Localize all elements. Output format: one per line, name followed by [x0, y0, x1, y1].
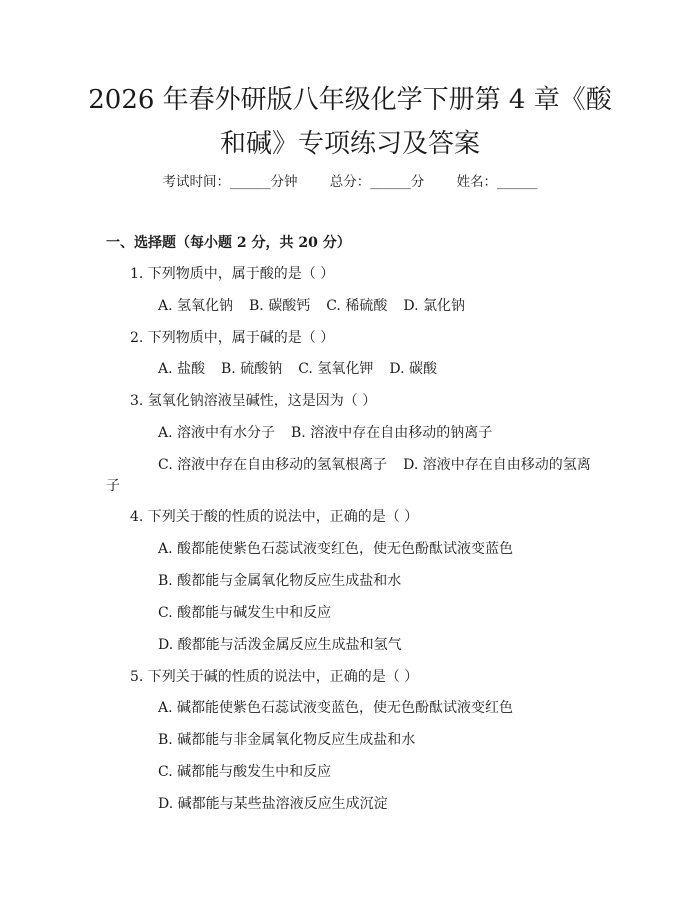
exam-score: 总分：______分	[329, 174, 425, 190]
option: D. 酸都能与活泼金属反应生成盐和氢气	[158, 637, 402, 653]
option: B. 碱都能与非金属氧化物反应生成盐和水	[158, 732, 416, 748]
question-options	[158, 358, 453, 378]
exam-time: 考试时间：______分钟	[162, 174, 298, 190]
question-options	[158, 422, 508, 442]
question-stem: 1. 下列物质中，属于酸的是（ ）	[130, 266, 335, 282]
question-stem: 4. 下列关于酸的性质的说法中，正确的是（ ）	[130, 509, 419, 525]
title-line-1: 2026 年春外研版八年级化学下册第 4 章《酸	[88, 85, 612, 115]
exam-name: 姓名：______	[456, 174, 538, 190]
question-options	[158, 295, 481, 315]
option: B. 溶液中存在自由移动的钠离子	[291, 425, 493, 441]
option: D. 溶液中存在自由移动的氢离	[403, 457, 591, 473]
question-options	[158, 454, 607, 474]
option: C. 酸都能与碱发生中和反应	[158, 605, 332, 621]
option: D. 碱都能与某些盐溶液反应生成沉淀	[158, 796, 388, 812]
option: D. 碳酸	[389, 361, 437, 377]
title-line-2: 和碱》专项练习及答案	[219, 129, 480, 159]
option: A. 碱都能使紫色石蕊试液变蓝色，使无色酚酞试液变红色	[158, 700, 514, 716]
option: C. 碱都能与酸发生中和反应	[158, 764, 332, 780]
option: B. 硫酸钠	[221, 361, 283, 377]
option: B. 碳酸钙	[249, 298, 311, 314]
option-wrap: 子	[106, 478, 120, 494]
option: C. 溶液中存在自由移动的氢氧根离子	[158, 457, 388, 473]
option: C. 氢氧化钾	[298, 361, 374, 377]
option: A. 盐酸	[158, 361, 206, 377]
option: D. 氯化钠	[403, 298, 465, 314]
option: B. 酸都能与金属氧化物反应生成盐和水	[158, 573, 402, 589]
question-stem: 5. 下列关于碱的性质的说法中，正确的是（ ）	[130, 669, 419, 685]
section-heading: 一、选择题（每小题 2 分，共 20 分）	[106, 235, 351, 251]
question-stem: 3. 氢氧化钠溶液呈碱性，这是因为（ ）	[130, 393, 377, 409]
question-stem: 2. 下列物质中，属于碱的是（ ）	[130, 330, 335, 346]
exam-info	[0, 170, 700, 190]
option: A. 氢氧化钠	[158, 298, 234, 314]
option: A. 溶液中有水分子	[158, 425, 276, 441]
option: A. 酸都能使紫色石蕊试液变红色，使无色酚酞试液变蓝色	[158, 541, 514, 557]
document-title	[60, 78, 640, 166]
option: C. 稀硫酸	[326, 298, 388, 314]
